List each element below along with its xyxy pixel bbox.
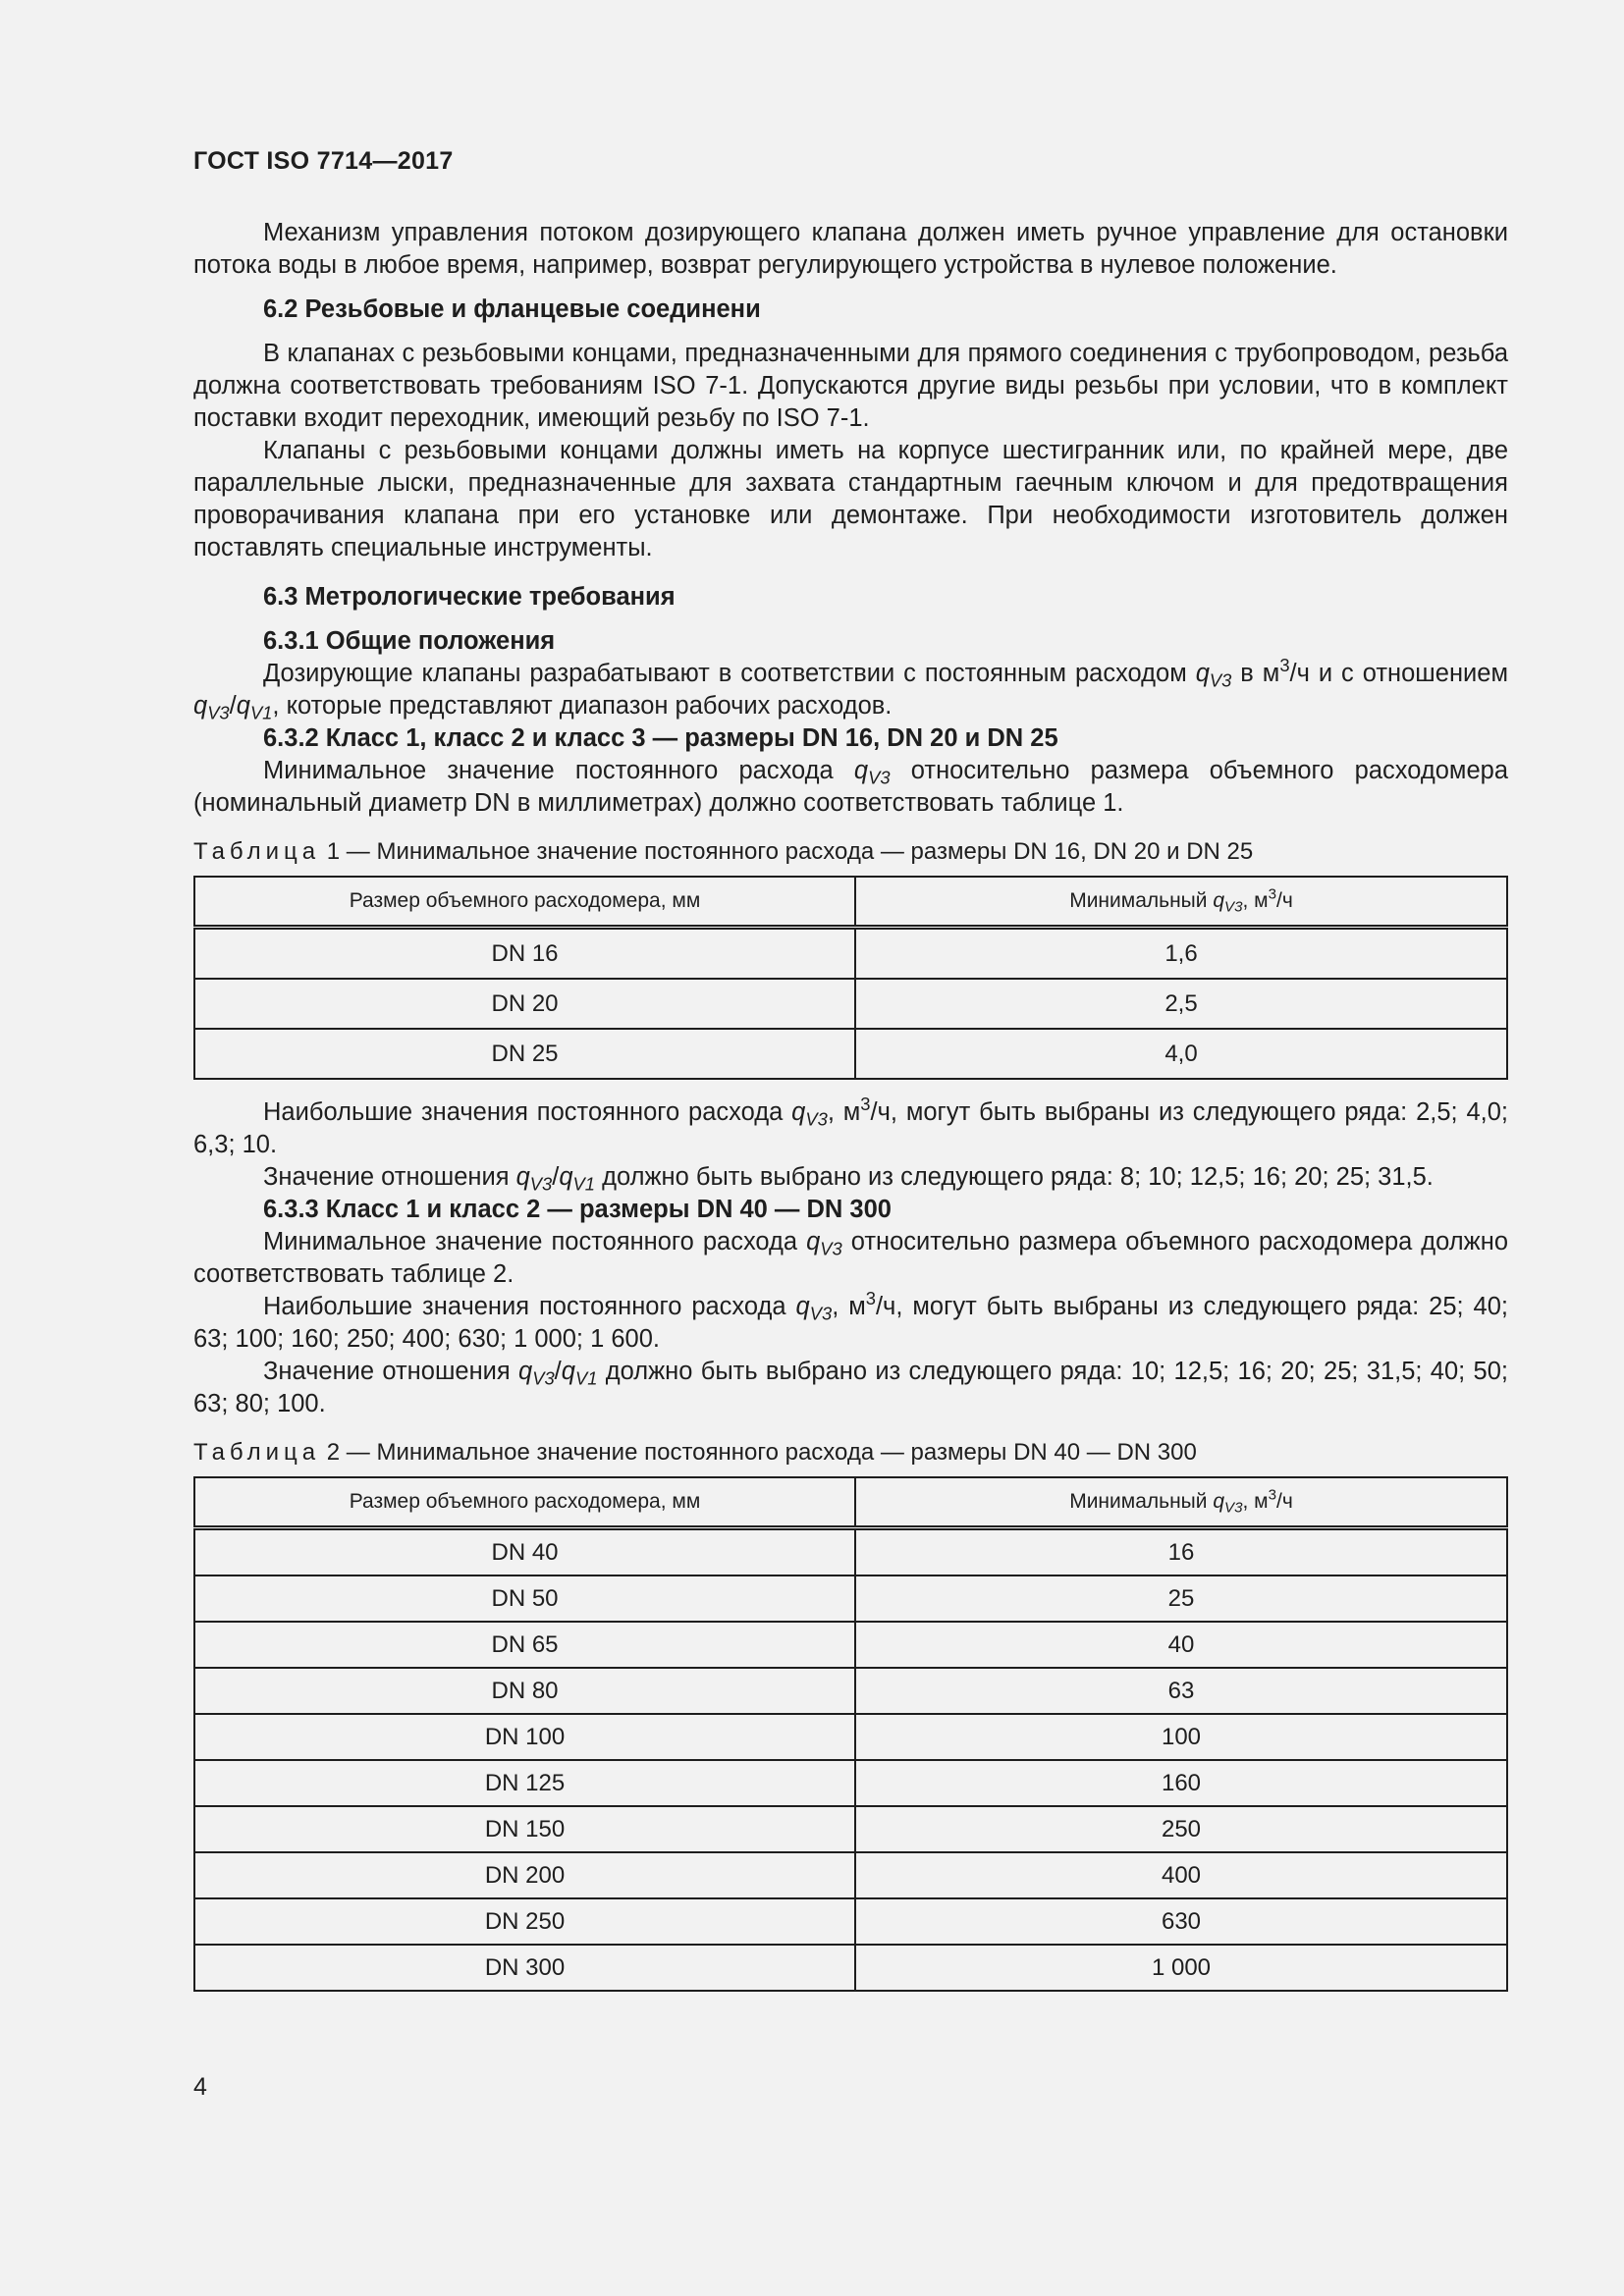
table-row: DN 40 16 [194,1528,1507,1576]
paragraph-max-flow-2: Наибольшие значения постоянного расхода $q_{V3}$, $м^3/ч$, могут быть выбраны из следующего ряда: 25; 40; 63; 100; 160; 250; 400; 630; 1 000; 1 600. [193,1287,1509,1353]
paragraph-ratio-1: Значение отношения $q_{V3}/q_{V1}$ должно быть выбрано из следующего ряда: 8; 10; 12,5; 16; 20; 25; 31,5. [263,1163,1434,1195]
table-row: DN 100 100 [194,1714,1507,1760]
table-1-header-min: Минимальный $q_{V3}$, $м^3/ч$ [855,877,1507,928]
table-2 [193,1476,1508,1992]
table-row: DN 16 1,6 [194,928,1507,980]
paragraph-general: Дозирующие клапаны разрабатывают в соответствии с постоянным расходом $q_{V3}$ в $м^3/ч$ и с отношением $q_{V3}/q_{V1}$, которые представляют диапазон рабочих расходов. [193,654,1508,723]
paragraph-flow-control: Механизм управления потоком дозирующего клапана должен иметь ручное управление для остановки потока воды в любое время, например, возврат регулирующего устройства в нулевое положение. [193,219,1508,279]
subsection-heading-6-3-2: 6.3.2 Класс 1, класс 2 и класс 3 — размеры DN 16, DN 20 и DN 25 [263,724,1058,752]
paragraph-min-flow-1: Минимальное значение постоянного расхода $q_{V3}$ относительно размера объемного расходомера (номинальный диаметр DN в миллиметрах) должно соответствовать таблице 1. [193,757,1509,817]
document-code: ГОСТ ISO 7714—2017 [193,147,454,175]
table-row: DN 300 1 000 [194,1945,1507,1991]
paragraph-min-flow-2: Минимальное значение постоянного расхода $q_{V3}$ относительно размера объемного расходомера должно соответствовать таблице 2. [193,1228,1508,1288]
subsection-heading-6-3-1: 6.3.1 Общие положения [263,627,556,655]
section-heading-6-3: 6.3 Метрологические требования [263,583,676,611]
table-row: DN 200 400 [194,1852,1507,1898]
table-row: DN 25 4,0 [194,1029,1507,1079]
page-number: 4 [193,2073,207,2101]
page-content [193,147,1508,1992]
table-row: DN 20 2,5 [194,979,1507,1029]
table-row: DN 250 630 [194,1898,1507,1945]
paragraph-max-flow-1: Наибольшие значения постоянного расхода $q_{V3}$, $м^3/ч$, могут быть выбраны из следующего ряда: 2,5; 4,0; 6,3; 10. [193,1093,1509,1158]
table-row: DN 125 160 [194,1760,1507,1806]
subsection-heading-6-3-3: 6.3.3 Класс 1 и класс 2 — размеры DN 40 — DN 300 [263,1196,892,1223]
table-1-header-size: Размер объемного расходомера, мм [194,877,855,928]
paragraph-hexagon: Клапаны с резьбовыми концами должны иметь на корпусе шестигранник или, по крайней мере, две параллельные лыски, предназначенные для захвата стандартным гаечным ключом и для предотвращения проворачивания клапана при его установке или демонтаже. При необходимости изготовитель должен поставлять специальные инструменты. [193,437,1508,561]
table-row: DN 80 63 [194,1668,1507,1714]
table-1-caption: Таблица 1 — Минимальное значение постоянного расхода — размеры DN 16, DN 20 и DN 25 [193,838,1254,865]
paragraph-ratio-2: Значение отношения $q_{V3}/q_{V1}$ должно быть выбрано из следующего ряда: 10; 12,5; 16; 20; 25; 31,5; 40; 50; 63; 80; 100. [193,1358,1508,1417]
paragraph-threaded-ends: В клапанах с резьбовыми концами, предназначенными для прямого соединения с трубопроводом, резьба должна соответствовать требованиям ISO 7-1. Допускаются другие виды резьбы при условии, что в комплект поставки входит переходник, имеющий резьбу по ISO 7-1. [193,340,1508,432]
table-row: DN 150 250 [194,1806,1507,1852]
table-row: DN 50 25 [194,1575,1507,1622]
table-2-header-size: Размер объемного расходомера, мм [194,1477,855,1528]
table-2-caption: Таблица 2 — Минимальное значение постоянного расхода — размеры DN 40 — DN 300 [193,1439,1197,1466]
section-heading-6-2: 6.2 Резьбовые и фланцевые соединени [263,295,761,323]
table-2-header-min: Минимальный $q_{V3}$, $м^3/ч$ [855,1477,1507,1528]
table-1 [193,876,1508,1080]
table-row: DN 65 40 [194,1622,1507,1668]
